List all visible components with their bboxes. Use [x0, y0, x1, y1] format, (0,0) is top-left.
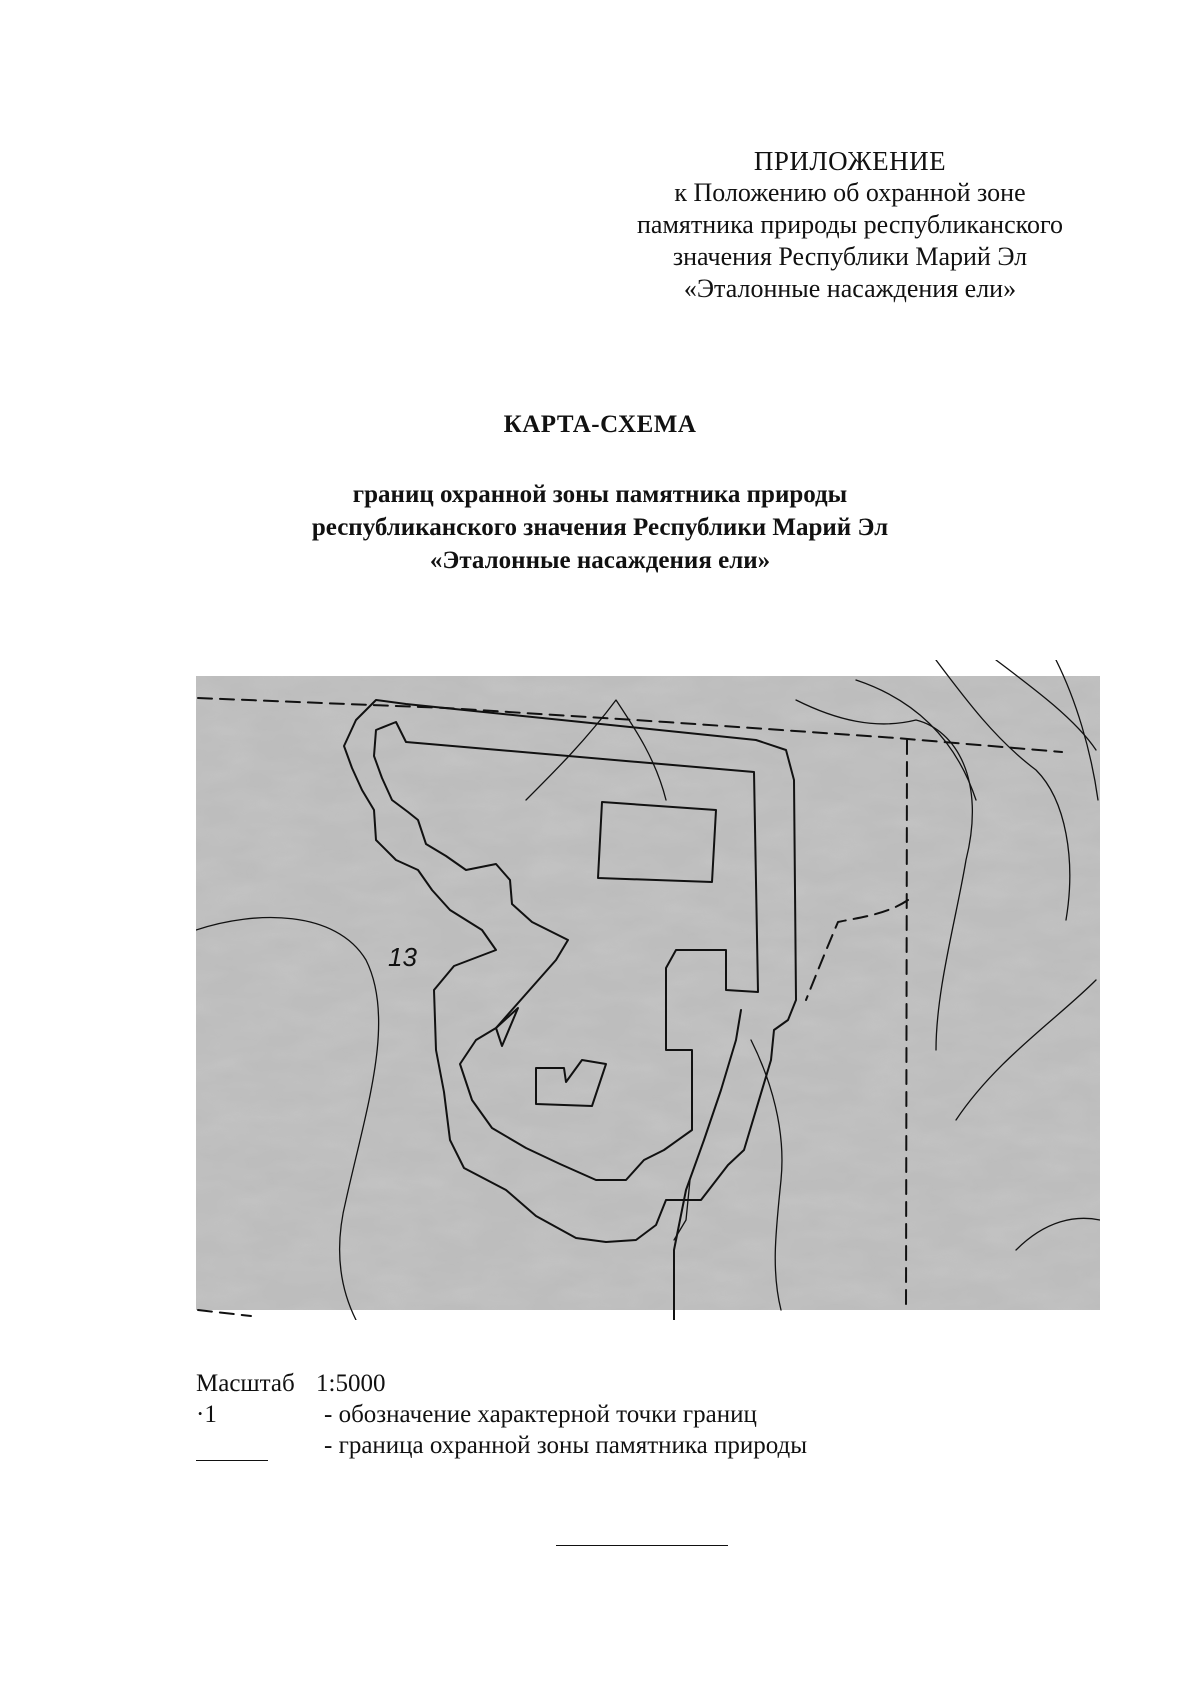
title-main: КАРТА-СХЕМА	[503, 411, 697, 438]
legend-scale-row	[196, 1368, 996, 1399]
appendix-line: значения Республики Марий Эл	[672, 242, 1028, 271]
title-subtitle	[200, 478, 1000, 577]
appendix-line: «Эталонные насаждения ели»	[683, 274, 1017, 303]
map-svg	[196, 660, 1100, 1320]
appendix-line: к Положению об охранной зоне	[674, 178, 1026, 207]
bottom-rule	[556, 1545, 728, 1546]
scale-value: 1:5000	[316, 1370, 386, 1397]
title-sub-line: республиканского значения Республики Марий Эл	[311, 514, 889, 541]
boundary-symbol	[196, 1430, 324, 1461]
block-number: 13	[388, 942, 417, 972]
point-symbol: ·1	[196, 1401, 217, 1428]
map-legend	[196, 1368, 996, 1461]
appendix-header	[600, 145, 1100, 305]
legend-boundary-row	[196, 1430, 996, 1461]
document-title	[200, 410, 1000, 577]
title-sub-line: «Эталонные насаждения ели»	[429, 547, 771, 574]
map-scheme	[196, 660, 1100, 1320]
point-description: - обозначение характерной точки границ	[324, 1401, 757, 1428]
legend-point-row	[196, 1399, 996, 1430]
boundary-description: - граница охранной зоны памятника природы	[324, 1432, 808, 1459]
appendix-heading: ПРИЛОЖЕНИЕ	[753, 146, 947, 176]
appendix-line: памятника природы республиканского	[637, 210, 1063, 239]
quarter-line-bottom	[198, 1310, 251, 1316]
boundary-line-sample	[196, 1460, 268, 1461]
scale-label: Масштаб	[196, 1370, 295, 1397]
title-sub-line: границ охранной зоны памятника природы	[352, 481, 848, 508]
